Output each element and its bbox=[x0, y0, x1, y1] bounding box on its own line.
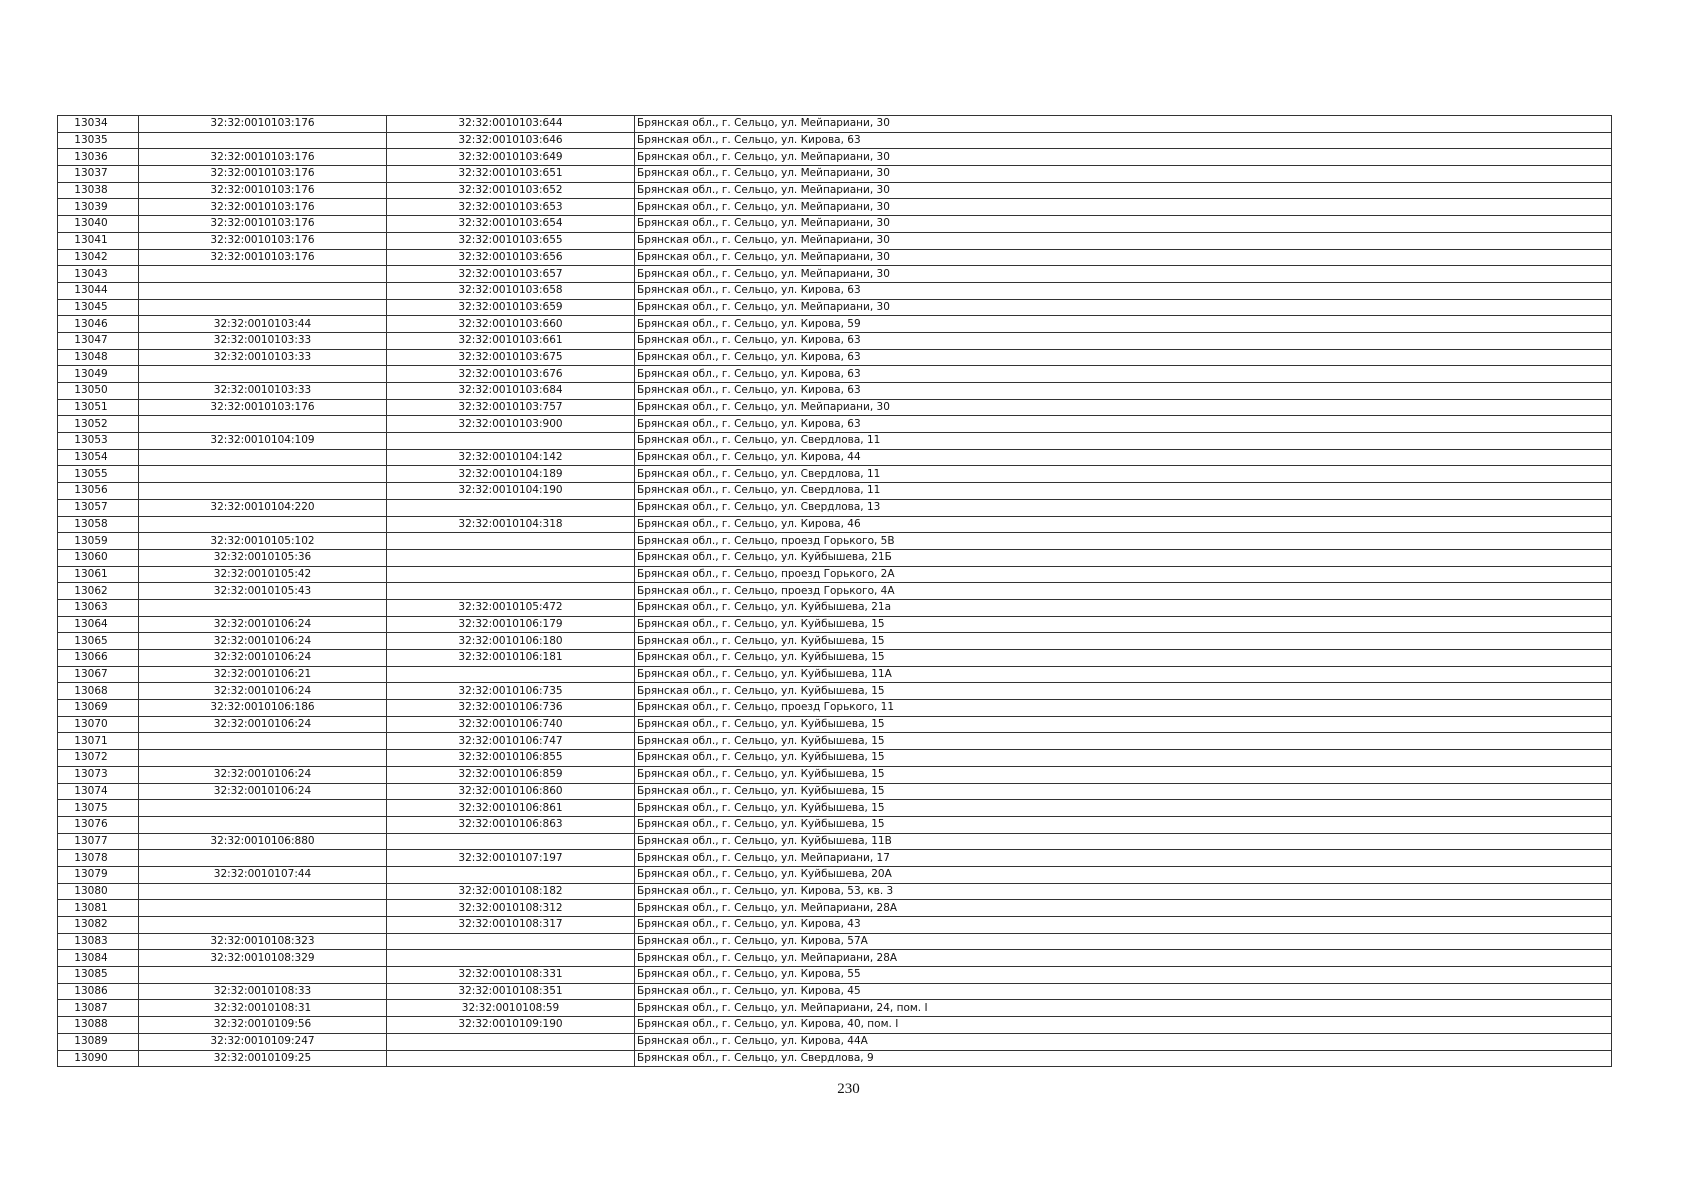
address-cell: Брянская обл., г. Сельцо, ул. Куйбышева, 11А bbox=[635, 666, 1612, 683]
object-cadastral-cell: 32:32:0010103:900 bbox=[387, 416, 635, 433]
object-cadastral-cell: 32:32:0010106:860 bbox=[387, 783, 635, 800]
land-cadastral-cell bbox=[139, 516, 387, 533]
land-cadastral-cell: 32:32:0010105:42 bbox=[139, 566, 387, 583]
table-row bbox=[58, 833, 1612, 850]
row-number-cell: 13059 bbox=[58, 533, 139, 550]
address-cell: Брянская обл., г. Сельцо, ул. Кирова, 63 bbox=[635, 416, 1612, 433]
table-row bbox=[58, 116, 1612, 133]
object-cadastral-cell: 32:32:0010103:661 bbox=[387, 332, 635, 349]
address-cell: Брянская обл., г. Сельцо, ул. Мейпариани, 30 bbox=[635, 199, 1612, 216]
table-row bbox=[58, 950, 1612, 967]
land-cadastral-cell: 32:32:0010108:323 bbox=[139, 933, 387, 950]
row-number-cell: 13085 bbox=[58, 967, 139, 984]
land-cadastral-cell bbox=[139, 266, 387, 283]
address-cell: Брянская обл., г. Сельцо, ул. Кирова, 44 bbox=[635, 449, 1612, 466]
table-row bbox=[58, 1033, 1612, 1050]
address-cell: Брянская обл., г. Сельцо, ул. Куйбышева, 15 bbox=[635, 616, 1612, 633]
address-cell: Брянская обл., г. Сельцо, ул. Кирова, 45 bbox=[635, 983, 1612, 1000]
row-number-cell: 13038 bbox=[58, 182, 139, 199]
land-cadastral-cell bbox=[139, 917, 387, 934]
row-number-cell: 13067 bbox=[58, 666, 139, 683]
land-cadastral-cell: 32:32:0010106:186 bbox=[139, 700, 387, 717]
row-number-cell: 13080 bbox=[58, 883, 139, 900]
address-cell: Брянская обл., г. Сельцо, ул. Мейпариани, 24, пом. I bbox=[635, 1000, 1612, 1017]
object-cadastral-cell: 32:32:0010107:197 bbox=[387, 850, 635, 867]
object-cadastral-cell: 32:32:0010106:747 bbox=[387, 733, 635, 750]
object-cadastral-cell: 32:32:0010103:651 bbox=[387, 166, 635, 183]
object-cadastral-cell: 32:32:0010106:740 bbox=[387, 716, 635, 733]
row-number-cell: 13049 bbox=[58, 366, 139, 383]
table-row bbox=[58, 933, 1612, 950]
row-number-cell: 13082 bbox=[58, 917, 139, 934]
row-number-cell: 13040 bbox=[58, 216, 139, 233]
row-number-cell: 13052 bbox=[58, 416, 139, 433]
land-cadastral-cell: 32:32:0010103:176 bbox=[139, 182, 387, 199]
land-cadastral-cell: 32:32:0010106:24 bbox=[139, 716, 387, 733]
address-cell: Брянская обл., г. Сельцо, ул. Кирова, 63 bbox=[635, 349, 1612, 366]
object-cadastral-cell: 32:32:0010103:656 bbox=[387, 249, 635, 266]
address-cell: Брянская обл., г. Сельцо, ул. Мейпариани, 30 bbox=[635, 266, 1612, 283]
land-cadastral-cell: 32:32:0010108:31 bbox=[139, 1000, 387, 1017]
table-row bbox=[58, 900, 1612, 917]
object-cadastral-cell bbox=[387, 583, 635, 600]
row-number-cell: 13071 bbox=[58, 733, 139, 750]
address-cell: Брянская обл., г. Сельцо, ул. Куйбышева, 20А bbox=[635, 866, 1612, 883]
table-row bbox=[58, 850, 1612, 867]
object-cadastral-cell: 32:32:0010103:660 bbox=[387, 316, 635, 333]
table-row bbox=[58, 983, 1612, 1000]
address-cell: Брянская обл., г. Сельцо, ул. Кирова, 63 bbox=[635, 132, 1612, 149]
table-row bbox=[58, 566, 1612, 583]
table-row bbox=[58, 232, 1612, 249]
address-cell: Брянская обл., г. Сельцо, ул. Куйбышева, 15 bbox=[635, 683, 1612, 700]
address-cell: Брянская обл., г. Сельцо, ул. Мейпариани, 30 bbox=[635, 182, 1612, 199]
address-cell: Брянская обл., г. Сельцо, ул. Свердлова, 9 bbox=[635, 1050, 1612, 1067]
table-row bbox=[58, 700, 1612, 717]
table-row bbox=[58, 199, 1612, 216]
table-row bbox=[58, 332, 1612, 349]
object-cadastral-cell: 32:32:0010108:351 bbox=[387, 983, 635, 1000]
table-row bbox=[58, 883, 1612, 900]
land-cadastral-cell: 32:32:0010108:329 bbox=[139, 950, 387, 967]
object-cadastral-cell bbox=[387, 950, 635, 967]
object-cadastral-cell bbox=[387, 833, 635, 850]
table-row bbox=[58, 666, 1612, 683]
object-cadastral-cell: 32:32:0010106:855 bbox=[387, 750, 635, 767]
row-number-cell: 13047 bbox=[58, 332, 139, 349]
table-row bbox=[58, 1000, 1612, 1017]
row-number-cell: 13073 bbox=[58, 766, 139, 783]
object-cadastral-cell: 32:32:0010104:190 bbox=[387, 483, 635, 500]
object-cadastral-cell: 32:32:0010103:757 bbox=[387, 399, 635, 416]
land-cadastral-cell: 32:32:0010103:176 bbox=[139, 249, 387, 266]
object-cadastral-cell: 32:32:0010103:644 bbox=[387, 116, 635, 133]
land-cadastral-cell bbox=[139, 466, 387, 483]
land-cadastral-cell: 32:32:0010103:176 bbox=[139, 216, 387, 233]
object-cadastral-cell bbox=[387, 566, 635, 583]
object-cadastral-cell: 32:32:0010106:735 bbox=[387, 683, 635, 700]
land-cadastral-cell bbox=[139, 816, 387, 833]
object-cadastral-cell: 32:32:0010103:676 bbox=[387, 366, 635, 383]
object-cadastral-cell: 32:32:0010103:684 bbox=[387, 383, 635, 400]
row-number-cell: 13042 bbox=[58, 249, 139, 266]
table-row bbox=[58, 816, 1612, 833]
address-cell: Брянская обл., г. Сельцо, ул. Кирова, 63 bbox=[635, 366, 1612, 383]
table-row bbox=[58, 967, 1612, 984]
land-cadastral-cell bbox=[139, 416, 387, 433]
row-number-cell: 13076 bbox=[58, 816, 139, 833]
row-number-cell: 13068 bbox=[58, 683, 139, 700]
row-number-cell: 13048 bbox=[58, 349, 139, 366]
object-cadastral-cell: 32:32:0010103:653 bbox=[387, 199, 635, 216]
land-cadastral-cell: 32:32:0010103:33 bbox=[139, 349, 387, 366]
table-row bbox=[58, 182, 1612, 199]
table-row bbox=[58, 1050, 1612, 1067]
row-number-cell: 13088 bbox=[58, 1017, 139, 1034]
row-number-cell: 13058 bbox=[58, 516, 139, 533]
address-cell: Брянская обл., г. Сельцо, проезд Горького, 4А bbox=[635, 583, 1612, 600]
table-row bbox=[58, 349, 1612, 366]
row-number-cell: 13062 bbox=[58, 583, 139, 600]
table-row bbox=[58, 633, 1612, 650]
row-number-cell: 13039 bbox=[58, 199, 139, 216]
object-cadastral-cell bbox=[387, 866, 635, 883]
table-body bbox=[58, 116, 1612, 1067]
row-number-cell: 13051 bbox=[58, 399, 139, 416]
object-cadastral-cell: 32:32:0010106:736 bbox=[387, 700, 635, 717]
row-number-cell: 13065 bbox=[58, 633, 139, 650]
land-cadastral-cell: 32:32:0010103:44 bbox=[139, 316, 387, 333]
table-row bbox=[58, 866, 1612, 883]
row-number-cell: 13075 bbox=[58, 800, 139, 817]
object-cadastral-cell: 32:32:0010108:317 bbox=[387, 917, 635, 934]
object-cadastral-cell: 32:32:0010106:180 bbox=[387, 633, 635, 650]
table-row bbox=[58, 483, 1612, 500]
address-cell: Брянская обл., г. Сельцо, ул. Кирова, 63 bbox=[635, 282, 1612, 299]
table-row bbox=[58, 766, 1612, 783]
land-cadastral-cell bbox=[139, 483, 387, 500]
table-row bbox=[58, 282, 1612, 299]
object-cadastral-cell: 32:32:0010103:657 bbox=[387, 266, 635, 283]
object-cadastral-cell: 32:32:0010106:863 bbox=[387, 816, 635, 833]
table-row bbox=[58, 516, 1612, 533]
table-row bbox=[58, 683, 1612, 700]
table-row bbox=[58, 216, 1612, 233]
address-cell: Брянская обл., г. Сельцо, ул. Куйбышева, 15 bbox=[635, 633, 1612, 650]
address-cell: Брянская обл., г. Сельцо, ул. Мейпариани, 30 bbox=[635, 166, 1612, 183]
land-cadastral-cell: 32:32:0010103:33 bbox=[139, 383, 387, 400]
address-cell: Брянская обл., г. Сельцо, ул. Куйбышева, 15 bbox=[635, 783, 1612, 800]
table-row bbox=[58, 433, 1612, 450]
table-row bbox=[58, 716, 1612, 733]
address-cell: Брянская обл., г. Сельцо, ул. Кирова, 55 bbox=[635, 967, 1612, 984]
row-number-cell: 13045 bbox=[58, 299, 139, 316]
row-number-cell: 13079 bbox=[58, 866, 139, 883]
address-cell: Брянская обл., г. Сельцо, ул. Куйбышева, 21Б bbox=[635, 549, 1612, 566]
object-cadastral-cell: 32:32:0010108:59 bbox=[387, 1000, 635, 1017]
row-number-cell: 13055 bbox=[58, 466, 139, 483]
row-number-cell: 13089 bbox=[58, 1033, 139, 1050]
land-cadastral-cell bbox=[139, 366, 387, 383]
row-number-cell: 13063 bbox=[58, 599, 139, 616]
address-cell: Брянская обл., г. Сельцо, ул. Кирова, 63 bbox=[635, 332, 1612, 349]
address-cell: Брянская обл., г. Сельцо, ул. Куйбышева, 11В bbox=[635, 833, 1612, 850]
object-cadastral-cell: 32:32:0010106:859 bbox=[387, 766, 635, 783]
object-cadastral-cell: 32:32:0010104:142 bbox=[387, 449, 635, 466]
land-cadastral-cell: 32:32:0010106:21 bbox=[139, 666, 387, 683]
address-cell: Брянская обл., г. Сельцо, ул. Куйбышева, 15 bbox=[635, 716, 1612, 733]
object-cadastral-cell: 32:32:0010103:658 bbox=[387, 282, 635, 299]
land-cadastral-cell: 32:32:0010106:880 bbox=[139, 833, 387, 850]
land-cadastral-cell: 32:32:0010106:24 bbox=[139, 783, 387, 800]
row-number-cell: 13056 bbox=[58, 483, 139, 500]
object-cadastral-cell: 32:32:0010103:654 bbox=[387, 216, 635, 233]
row-number-cell: 13035 bbox=[58, 132, 139, 149]
land-cadastral-cell: 32:32:0010105:36 bbox=[139, 549, 387, 566]
land-cadastral-cell: 32:32:0010103:176 bbox=[139, 116, 387, 133]
table-row bbox=[58, 383, 1612, 400]
row-number-cell: 13090 bbox=[58, 1050, 139, 1067]
table-row bbox=[58, 299, 1612, 316]
object-cadastral-cell: 32:32:0010103:649 bbox=[387, 149, 635, 166]
land-cadastral-cell bbox=[139, 800, 387, 817]
address-cell: Брянская обл., г. Сельцо, ул. Кирова, 57А bbox=[635, 933, 1612, 950]
land-cadastral-cell: 32:32:0010103:33 bbox=[139, 332, 387, 349]
row-number-cell: 13074 bbox=[58, 783, 139, 800]
land-cadastral-cell bbox=[139, 599, 387, 616]
address-cell: Брянская обл., г. Сельцо, ул. Мейпариани, 17 bbox=[635, 850, 1612, 867]
row-number-cell: 13066 bbox=[58, 650, 139, 667]
address-cell: Брянская обл., г. Сельцо, проезд Горького, 2А bbox=[635, 566, 1612, 583]
row-number-cell: 13034 bbox=[58, 116, 139, 133]
object-cadastral-cell bbox=[387, 1033, 635, 1050]
table-row bbox=[58, 599, 1612, 616]
row-number-cell: 13036 bbox=[58, 149, 139, 166]
land-cadastral-cell: 32:32:0010103:176 bbox=[139, 166, 387, 183]
table-row bbox=[58, 800, 1612, 817]
object-cadastral-cell bbox=[387, 499, 635, 516]
row-number-cell: 13041 bbox=[58, 232, 139, 249]
land-cadastral-cell bbox=[139, 132, 387, 149]
row-number-cell: 13046 bbox=[58, 316, 139, 333]
land-cadastral-cell: 32:32:0010106:24 bbox=[139, 616, 387, 633]
object-cadastral-cell: 32:32:0010106:181 bbox=[387, 650, 635, 667]
land-cadastral-cell bbox=[139, 449, 387, 466]
address-cell: Брянская обл., г. Сельцо, ул. Кирова, 43 bbox=[635, 917, 1612, 934]
table-row bbox=[58, 166, 1612, 183]
object-cadastral-cell: 32:32:0010103:675 bbox=[387, 349, 635, 366]
address-cell: Брянская обл., г. Сельцо, ул. Мейпариани, 30 bbox=[635, 232, 1612, 249]
object-cadastral-cell bbox=[387, 533, 635, 550]
object-cadastral-cell: 32:32:0010103:652 bbox=[387, 182, 635, 199]
address-cell: Брянская обл., г. Сельцо, ул. Кирова, 53, кв. 3 bbox=[635, 883, 1612, 900]
object-cadastral-cell: 32:32:0010105:472 bbox=[387, 599, 635, 616]
land-cadastral-cell: 32:32:0010108:33 bbox=[139, 983, 387, 1000]
table-row bbox=[58, 583, 1612, 600]
row-number-cell: 13057 bbox=[58, 499, 139, 516]
land-cadastral-cell: 32:32:0010109:25 bbox=[139, 1050, 387, 1067]
land-cadastral-cell bbox=[139, 900, 387, 917]
address-cell: Брянская обл., г. Сельцо, ул. Куйбышева, 15 bbox=[635, 750, 1612, 767]
row-number-cell: 13070 bbox=[58, 716, 139, 733]
object-cadastral-cell: 32:32:0010108:182 bbox=[387, 883, 635, 900]
table-row bbox=[58, 249, 1612, 266]
address-cell: Брянская обл., г. Сельцо, ул. Кирова, 40, пом. I bbox=[635, 1017, 1612, 1034]
table-row bbox=[58, 917, 1612, 934]
row-number-cell: 13060 bbox=[58, 549, 139, 566]
address-cell: Брянская обл., г. Сельцо, ул. Мейпариани, 30 bbox=[635, 116, 1612, 133]
land-cadastral-cell: 32:32:0010109:247 bbox=[139, 1033, 387, 1050]
land-cadastral-cell: 32:32:0010103:176 bbox=[139, 149, 387, 166]
object-cadastral-cell: 32:32:0010103:659 bbox=[387, 299, 635, 316]
row-number-cell: 13044 bbox=[58, 282, 139, 299]
land-cadastral-cell bbox=[139, 967, 387, 984]
address-cell: Брянская обл., г. Сельцо, ул. Мейпариани, 30 bbox=[635, 299, 1612, 316]
row-number-cell: 13050 bbox=[58, 383, 139, 400]
land-cadastral-cell bbox=[139, 282, 387, 299]
table-row bbox=[58, 783, 1612, 800]
object-cadastral-cell: 32:32:0010104:318 bbox=[387, 516, 635, 533]
table-row bbox=[58, 499, 1612, 516]
land-cadastral-cell: 32:32:0010107:44 bbox=[139, 866, 387, 883]
row-number-cell: 13072 bbox=[58, 750, 139, 767]
object-cadastral-cell bbox=[387, 433, 635, 450]
row-number-cell: 13077 bbox=[58, 833, 139, 850]
table-row bbox=[58, 750, 1612, 767]
land-cadastral-cell: 32:32:0010106:24 bbox=[139, 633, 387, 650]
address-cell: Брянская обл., г. Сельцо, ул. Кирова, 46 bbox=[635, 516, 1612, 533]
table-row bbox=[58, 266, 1612, 283]
table-row bbox=[58, 650, 1612, 667]
object-cadastral-cell: 32:32:0010106:179 bbox=[387, 616, 635, 633]
row-number-cell: 13078 bbox=[58, 850, 139, 867]
object-cadastral-cell: 32:32:0010108:312 bbox=[387, 900, 635, 917]
land-cadastral-cell bbox=[139, 850, 387, 867]
row-number-cell: 13069 bbox=[58, 700, 139, 717]
row-number-cell: 13037 bbox=[58, 166, 139, 183]
row-number-cell: 13083 bbox=[58, 933, 139, 950]
table-row bbox=[58, 366, 1612, 383]
address-cell: Брянская обл., г. Сельцо, ул. Куйбышева, 15 bbox=[635, 816, 1612, 833]
table-row bbox=[58, 616, 1612, 633]
address-cell: Брянская обл., г. Сельцо, ул. Мейпариани, 30 bbox=[635, 149, 1612, 166]
object-cadastral-cell bbox=[387, 549, 635, 566]
object-cadastral-cell: 32:32:0010103:646 bbox=[387, 132, 635, 149]
address-cell: Брянская обл., г. Сельцо, ул. Свердлова, 11 bbox=[635, 433, 1612, 450]
table-row bbox=[58, 1017, 1612, 1034]
row-number-cell: 13087 bbox=[58, 1000, 139, 1017]
table-row bbox=[58, 549, 1612, 566]
property-table bbox=[57, 115, 1612, 1067]
land-cadastral-cell bbox=[139, 299, 387, 316]
land-cadastral-cell bbox=[139, 733, 387, 750]
address-cell: Брянская обл., г. Сельцо, ул. Куйбышева, 15 bbox=[635, 650, 1612, 667]
row-number-cell: 13081 bbox=[58, 900, 139, 917]
table-row bbox=[58, 132, 1612, 149]
address-cell: Брянская обл., г. Сельцо, ул. Мейпариани, 30 bbox=[635, 249, 1612, 266]
table-row bbox=[58, 416, 1612, 433]
row-number-cell: 13053 bbox=[58, 433, 139, 450]
object-cadastral-cell: 32:32:0010108:331 bbox=[387, 967, 635, 984]
object-cadastral-cell bbox=[387, 933, 635, 950]
row-number-cell: 13061 bbox=[58, 566, 139, 583]
table-row bbox=[58, 316, 1612, 333]
land-cadastral-cell: 32:32:0010104:109 bbox=[139, 433, 387, 450]
address-cell: Брянская обл., г. Сельцо, ул. Куйбышева, 15 bbox=[635, 733, 1612, 750]
address-cell: Брянская обл., г. Сельцо, ул. Куйбышева, 15 bbox=[635, 800, 1612, 817]
land-cadastral-cell: 32:32:0010106:24 bbox=[139, 766, 387, 783]
land-cadastral-cell: 32:32:0010109:56 bbox=[139, 1017, 387, 1034]
address-cell: Брянская обл., г. Сельцо, ул. Свердлова, 11 bbox=[635, 483, 1612, 500]
address-cell: Брянская обл., г. Сельцо, проезд Горького, 11 bbox=[635, 700, 1612, 717]
table-row bbox=[58, 466, 1612, 483]
land-cadastral-cell: 32:32:0010106:24 bbox=[139, 650, 387, 667]
land-cadastral-cell: 32:32:0010105:102 bbox=[139, 533, 387, 550]
object-cadastral-cell: 32:32:0010109:190 bbox=[387, 1017, 635, 1034]
row-number-cell: 13084 bbox=[58, 950, 139, 967]
address-cell: Брянская обл., г. Сельцо, ул. Кирова, 44А bbox=[635, 1033, 1612, 1050]
land-cadastral-cell: 32:32:0010104:220 bbox=[139, 499, 387, 516]
land-cadastral-cell: 32:32:0010103:176 bbox=[139, 199, 387, 216]
address-cell: Брянская обл., г. Сельцо, ул. Свердлова, 11 bbox=[635, 466, 1612, 483]
address-cell: Брянская обл., г. Сельцо, ул. Мейпариани, 30 bbox=[635, 216, 1612, 233]
address-cell: Брянская обл., г. Сельцо, ул. Мейпариани, 30 bbox=[635, 399, 1612, 416]
land-cadastral-cell: 32:32:0010105:43 bbox=[139, 583, 387, 600]
object-cadastral-cell: 32:32:0010103:655 bbox=[387, 232, 635, 249]
address-cell: Брянская обл., г. Сельцо, ул. Мейпариани, 28А bbox=[635, 900, 1612, 917]
address-cell: Брянская обл., г. Сельцо, ул. Мейпариани, 28А bbox=[635, 950, 1612, 967]
table-row bbox=[58, 733, 1612, 750]
table-row bbox=[58, 449, 1612, 466]
object-cadastral-cell bbox=[387, 666, 635, 683]
address-cell: Брянская обл., г. Сельцо, проезд Горького, 5В bbox=[635, 533, 1612, 550]
land-cadastral-cell: 32:32:0010103:176 bbox=[139, 399, 387, 416]
row-number-cell: 13043 bbox=[58, 266, 139, 283]
address-cell: Брянская обл., г. Сельцо, ул. Кирова, 59 bbox=[635, 316, 1612, 333]
page-number: 230 bbox=[837, 1081, 860, 1097]
land-cadastral-cell: 32:32:0010106:24 bbox=[139, 683, 387, 700]
address-cell: Брянская обл., г. Сельцо, ул. Куйбышева, 21а bbox=[635, 599, 1612, 616]
object-cadastral-cell bbox=[387, 1050, 635, 1067]
address-cell: Брянская обл., г. Сельцо, ул. Куйбышева, 15 bbox=[635, 766, 1612, 783]
row-number-cell: 13064 bbox=[58, 616, 139, 633]
table-row bbox=[58, 149, 1612, 166]
row-number-cell: 13054 bbox=[58, 449, 139, 466]
object-cadastral-cell: 32:32:0010106:861 bbox=[387, 800, 635, 817]
land-cadastral-cell: 32:32:0010103:176 bbox=[139, 232, 387, 249]
object-cadastral-cell: 32:32:0010104:189 bbox=[387, 466, 635, 483]
row-number-cell: 13086 bbox=[58, 983, 139, 1000]
table-row bbox=[58, 533, 1612, 550]
land-cadastral-cell bbox=[139, 883, 387, 900]
address-cell: Брянская обл., г. Сельцо, ул. Кирова, 63 bbox=[635, 383, 1612, 400]
table-row bbox=[58, 399, 1612, 416]
land-cadastral-cell bbox=[139, 750, 387, 767]
address-cell: Брянская обл., г. Сельцо, ул. Свердлова, 13 bbox=[635, 499, 1612, 516]
